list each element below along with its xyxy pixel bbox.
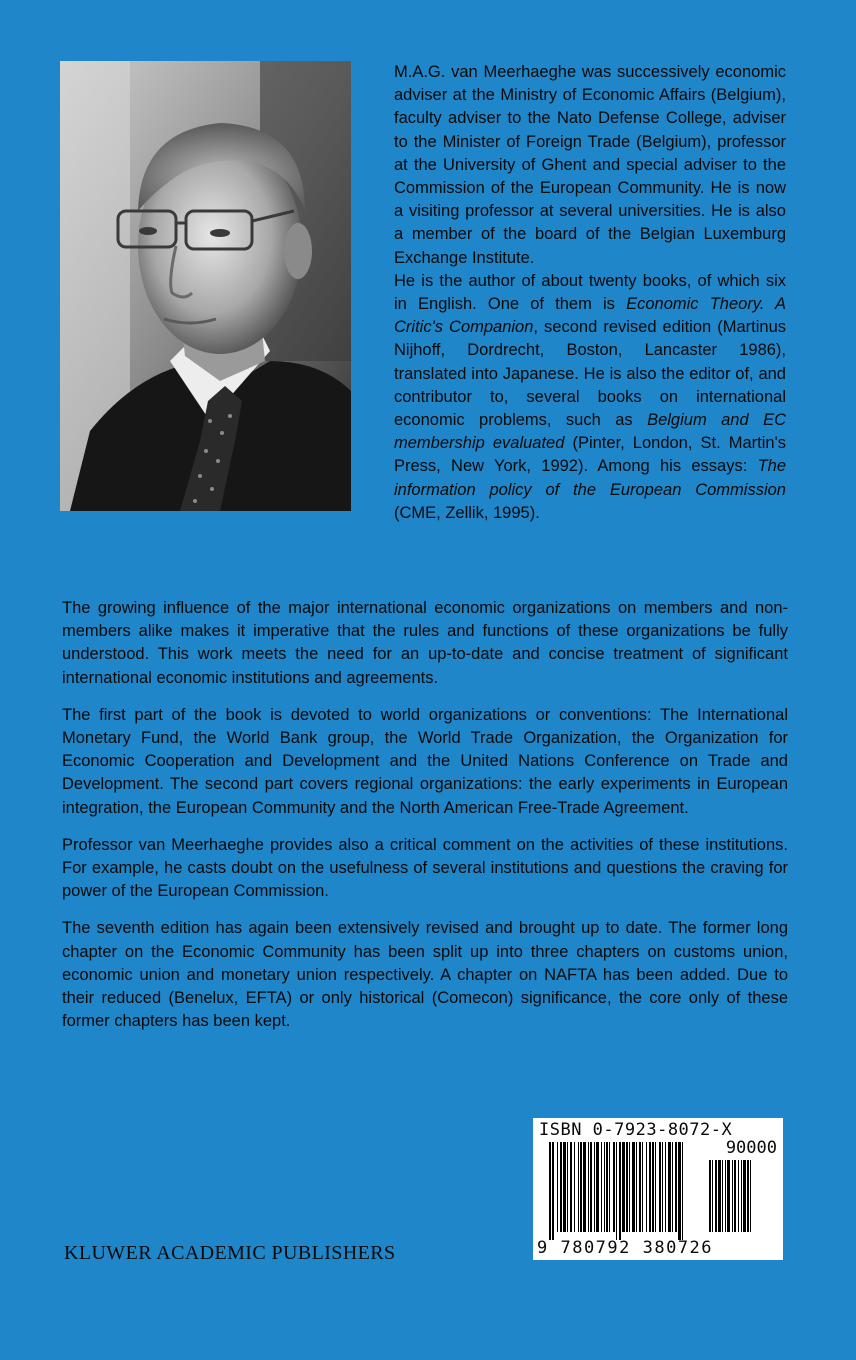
bio-text: (Pinter, London, St. Martin's Press, New York, 1992). Among his essays: bbox=[394, 434, 786, 476]
barcode-bar bbox=[557, 1142, 558, 1232]
barcode-bar bbox=[629, 1142, 630, 1232]
barcode-bar bbox=[709, 1160, 711, 1232]
barcode-bar bbox=[734, 1160, 736, 1232]
barcode-bar bbox=[583, 1142, 586, 1232]
description-paragraph-1: The growing influence of the major international economic organizations on members and non-members alike makes it imperative that the rules and functions of these organizations be fully understood. This work meets the need for an up-to-date and concise treatment of significant international economic institutions and agreements. bbox=[62, 599, 788, 687]
barcode-bar bbox=[626, 1142, 628, 1232]
barcode-bar bbox=[549, 1142, 551, 1240]
barcode-bar bbox=[601, 1142, 602, 1232]
ean-barcode-bars bbox=[549, 1142, 705, 1240]
barcode-bar bbox=[665, 1142, 666, 1232]
barcode-bar bbox=[606, 1142, 608, 1232]
barcode-bar bbox=[580, 1142, 582, 1232]
addon-barcode-bars bbox=[709, 1160, 775, 1240]
publisher-name: KLUWER ACADEMIC PUBLISHERS bbox=[64, 1242, 396, 1264]
barcode-bar bbox=[718, 1160, 721, 1232]
description-paragraph-3: Professor van Meerhaeghe provides also a critical comment on the activities of these institutions. For example, he casts doubt on the usefulness of several institutions and questions the craving for power of the European Commission. bbox=[62, 835, 788, 901]
book-title: Belgium and EC membership evaluated bbox=[394, 411, 787, 453]
book-title: Economic Theory. A Critic's Companion bbox=[394, 295, 786, 337]
barcode-bar bbox=[596, 1142, 599, 1232]
barcode-bar bbox=[560, 1142, 562, 1232]
ean-number: 9 780792 380726 bbox=[537, 1238, 714, 1258]
barcode-bar bbox=[712, 1160, 713, 1232]
bio-text: He is the author of about twenty books, of which six in English. One of them is bbox=[394, 271, 786, 314]
bio-text: , second revised edition (Martinus Nijhoff, Dordrecht, Boston, Lancaster 1986), translated into Japanese. He is also the editor of, and contributor to, several books on international economic problems, such as bbox=[394, 318, 786, 430]
barcode-bar bbox=[567, 1142, 568, 1232]
barcode-bar bbox=[578, 1142, 579, 1232]
barcode-bar bbox=[678, 1142, 681, 1240]
barcode-bar bbox=[563, 1142, 566, 1232]
book-description bbox=[62, 597, 788, 1047]
barcode-bar bbox=[747, 1160, 749, 1232]
author-photo bbox=[60, 61, 351, 511]
barcode-bar bbox=[727, 1160, 730, 1232]
barcode-bar bbox=[632, 1142, 635, 1232]
barcode-bar bbox=[722, 1160, 723, 1232]
author-biography bbox=[394, 61, 786, 525]
barcode-bar bbox=[659, 1142, 661, 1232]
barcode-bar bbox=[732, 1160, 733, 1232]
barcode-bar bbox=[649, 1142, 651, 1232]
barcode-bar bbox=[675, 1142, 677, 1232]
barcode-bar bbox=[594, 1142, 595, 1232]
barcode-bar bbox=[715, 1160, 717, 1232]
barcode-bar bbox=[622, 1142, 625, 1232]
barcode-bar bbox=[604, 1142, 605, 1232]
essay-title: The information policy of the European Commission bbox=[394, 457, 786, 499]
barcode-bar bbox=[725, 1160, 726, 1232]
barcode-bar bbox=[613, 1142, 615, 1232]
isbn-number: ISBN 0-7923-8072-X bbox=[539, 1120, 733, 1140]
barcode-bar bbox=[570, 1142, 572, 1232]
description-paragraph-4: The seventh edition has again been extensively revised and brought up to date. The former long chapter on the Economic Community has been split up into three chapters on customs union, economic union and monetary union respectively. A chapter on NAFTA has been added. Due to their reduced (Benelux, EFTA) or only historical (Comecon) significance, the core only of these former chapters has been kept. bbox=[62, 919, 788, 1031]
bio-text: (CME, Zellik, 1995). bbox=[394, 503, 540, 522]
barcode-bar bbox=[672, 1142, 673, 1232]
barcode-bar bbox=[639, 1142, 641, 1232]
barcode-bar bbox=[636, 1142, 637, 1232]
bio-paragraph-2 bbox=[394, 270, 786, 525]
barcode-bar bbox=[574, 1142, 575, 1232]
author-portrait-image bbox=[60, 61, 351, 511]
barcode-bar bbox=[616, 1142, 617, 1240]
barcode-bar bbox=[652, 1142, 654, 1232]
barcode-bar bbox=[750, 1160, 751, 1232]
barcode-bar bbox=[590, 1142, 592, 1232]
barcode-bar bbox=[743, 1160, 746, 1232]
isbn-barcode bbox=[533, 1118, 783, 1260]
barcode-bar bbox=[741, 1160, 742, 1232]
barcode-bar bbox=[662, 1142, 663, 1232]
barcode-bar bbox=[668, 1142, 671, 1232]
barcode-bar bbox=[609, 1142, 610, 1232]
barcode-bar bbox=[646, 1142, 647, 1232]
price-code: 90000 bbox=[725, 1138, 777, 1158]
barcode-bar bbox=[655, 1142, 656, 1232]
barcode-bar bbox=[738, 1160, 739, 1232]
barcode-bar bbox=[682, 1142, 683, 1240]
bio-paragraph-1: M.A.G. van Meerhaeghe was successively economic adviser at the Ministry of Economic Affairs (Belgium), faculty adviser to the Nato Defense College, adviser to the Minister of Foreign Trade (Belgium), professor at the University of Ghent and special adviser to the Commission of the European Community. He is now a visiting professor at several universities. He is also a member of the board of the Belgian Luxemburg Exchange Institute. bbox=[394, 63, 786, 267]
description-paragraph-2: The first part of the book is devoted to world organizations or conventions: The International Monetary Fund, the World Bank group, the World Trade Organization, the Organization for Economic Cooperation and Development and the United Nations Conference on Trade and Development. The second part covers regional organizations: the early experiments in European integration, the European Community and the North American Free-Trade Agreement. bbox=[62, 705, 788, 817]
barcode-bar bbox=[552, 1142, 554, 1240]
barcode-bar bbox=[588, 1142, 589, 1232]
barcode-bar bbox=[642, 1142, 643, 1232]
barcode-bar bbox=[619, 1142, 621, 1240]
